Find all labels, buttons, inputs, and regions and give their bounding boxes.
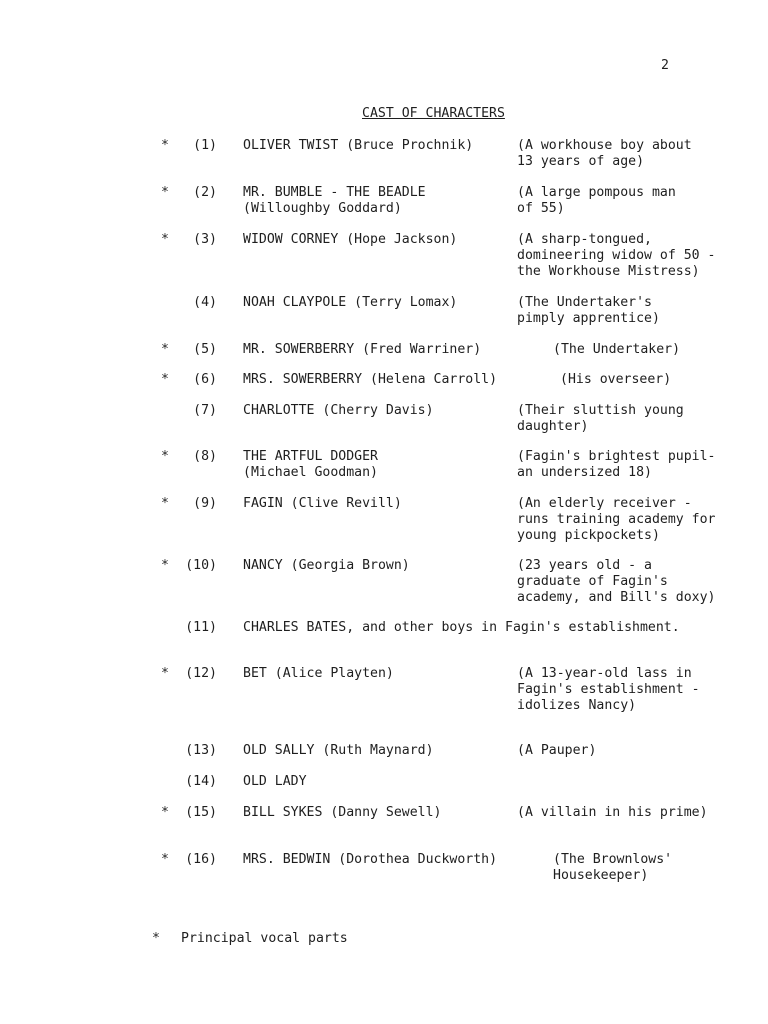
entry-number: (12): [185, 666, 217, 681]
character-description: (Their sluttish young daughter): [517, 403, 684, 434]
entry-number: (1): [193, 138, 217, 153]
character-description: (Fagin's brightest pupil- an undersized 18): [517, 449, 716, 480]
footnote-marker: *: [152, 931, 160, 946]
character-description: (His overseer): [560, 372, 672, 387]
entry-number: (15): [185, 805, 217, 820]
entry-number: (5): [193, 342, 217, 357]
entry-number: (14): [185, 774, 217, 789]
character-name: THE ARTFUL DODGER (Michael Goodman): [243, 449, 378, 480]
entry-number: (11): [185, 620, 217, 635]
entry-number: (4): [193, 295, 217, 310]
character-name: CHARLOTTE (Cherry Davis): [243, 403, 434, 418]
character-name: NANCY (Georgia Brown): [243, 558, 410, 573]
character-name: MRS. BEDWIN (Dorothea Duckworth): [243, 852, 498, 867]
character-description: (A large pompous man of 55): [517, 185, 676, 216]
character-description: (A villain in his prime): [517, 805, 708, 820]
character-description: (A sharp-tongued, domineering widow of 50 - the Workhouse Mistress): [517, 232, 716, 279]
page-number: 2: [661, 58, 669, 73]
footnote: [152, 931, 348, 947]
character-description: (A workhouse boy about 13 years of age): [517, 138, 692, 169]
vocal-part-marker: *: [161, 852, 169, 867]
character-name: CHARLES BATES, and other boys in Fagin's establishment.: [243, 620, 680, 635]
character-name: OLD SALLY (Ruth Maynard): [243, 743, 434, 758]
entry-number: (3): [193, 232, 217, 247]
entry-number: (7): [193, 403, 217, 418]
character-description: (The Undertaker's pimply apprentice): [517, 295, 660, 326]
entry-number: (8): [193, 449, 217, 464]
entry-number: (16): [185, 852, 217, 867]
character-name: FAGIN (Clive Revill): [243, 496, 402, 511]
character-name: MR. BUMBLE - THE BEADLE (Willoughby Goddard): [243, 185, 426, 216]
vocal-part-marker: *: [161, 449, 169, 464]
entry-number: (9): [193, 496, 217, 511]
vocal-part-marker: *: [161, 342, 169, 357]
footnote-text: Principal vocal parts: [181, 931, 348, 946]
character-name: WIDOW CORNEY (Hope Jackson): [243, 232, 458, 247]
character-description: (23 years old - a graduate of Fagin's academy, and Bill's doxy): [517, 558, 716, 605]
character-name: BILL SYKES (Danny Sewell): [243, 805, 442, 820]
vocal-part-marker: *: [161, 232, 169, 247]
character-name: MRS. SOWERBERRY (Helena Carroll): [243, 372, 498, 387]
vocal-part-marker: *: [161, 185, 169, 200]
character-name: OLD LADY: [243, 774, 307, 789]
character-description: (The Undertaker): [553, 342, 681, 357]
entry-number: (2): [193, 185, 217, 200]
entry-number: (13): [185, 743, 217, 758]
character-name: OLIVER TWIST (Bruce Prochnik): [243, 138, 474, 153]
character-name: MR. SOWERBERRY (Fred Warriner): [243, 342, 482, 357]
character-description: (A Pauper): [517, 743, 597, 758]
vocal-part-marker: *: [161, 558, 169, 573]
entry-number: (6): [193, 372, 217, 387]
vocal-part-marker: *: [161, 138, 169, 153]
character-name: BET (Alice Playten): [243, 666, 394, 681]
character-description: (The Brownlows' Housekeeper): [553, 852, 673, 883]
vocal-part-marker: *: [161, 666, 169, 681]
page-title: CAST OF CHARACTERS: [362, 106, 505, 121]
vocal-part-marker: *: [161, 372, 169, 387]
character-name: NOAH CLAYPOLE (Terry Lomax): [243, 295, 458, 310]
character-description: (A 13-year-old lass in Fagin's establishment - idolizes Nancy): [517, 666, 700, 713]
vocal-part-marker: *: [161, 496, 169, 511]
entry-number: (10): [185, 558, 217, 573]
character-description: (An elderly receiver - runs training academy for young pickpockets): [517, 496, 716, 543]
vocal-part-marker: *: [161, 805, 169, 820]
